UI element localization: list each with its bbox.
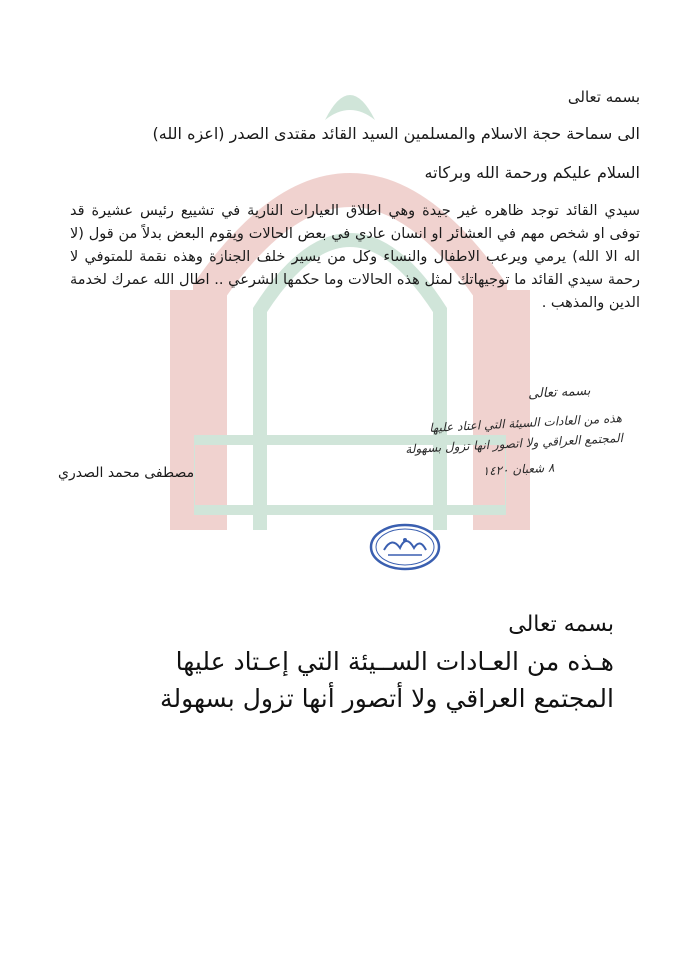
reply-basmala: بسمه تعالى (527, 383, 591, 402)
transcription-line-1: هـذه من العـادات الســيئة التي إعـتاد عليها (175, 647, 614, 676)
letter-body: سيدي القائد توجد ظاهره غير جيدة وهي اطلاق العيارات النارية في تشييع رئيس عشيرة قد توفى او شخص مهم في العشائر او انسان عادي في بعض الحالات ويقوم البعض بدلاً من قول (لا اله الا الله) يرمي ويرعب الاطفال والنساء وكل من يسير خلف الجنازة وهذه نقمة للمتوفي لا رحمة سيدي القائد ما توجيهاتك لمثل هذه الحالات وما حكمها الشرعي .. اطال الله عمرك لخدمة الدين والمذهب . (70, 203, 640, 311)
sender-signature: مصطفى محمد الصدري (58, 465, 195, 481)
transcription-basmala: بسمه تعالى (508, 612, 614, 637)
handwritten-reply (320, 382, 624, 487)
transcription (54, 612, 614, 713)
letter (70, 88, 640, 315)
letter-greeting: السلام عليكم ورحمة الله وبركاته (424, 163, 640, 182)
letter-recipient: الى سماحة حجة الاسلام والمسلمين السيد القائد مقتدى الصدر (اعزه الله) (152, 124, 640, 143)
letter-basmala: بسمه تعالى (567, 88, 640, 106)
seal-stamp-icon (368, 522, 442, 572)
reply-line-2: المجتمع العراقي ولا اتصور انها تزول بسهولة (404, 430, 624, 457)
reply-line-1: هذه من العادات السيئة التي اعتاد عليها (428, 410, 623, 436)
transcription-line-2: المجتمع العراقي ولا أتصور أنها تزول بسهولة (160, 684, 614, 713)
reply-date: ٨ شعبان ١٤٢٠ (482, 460, 555, 479)
